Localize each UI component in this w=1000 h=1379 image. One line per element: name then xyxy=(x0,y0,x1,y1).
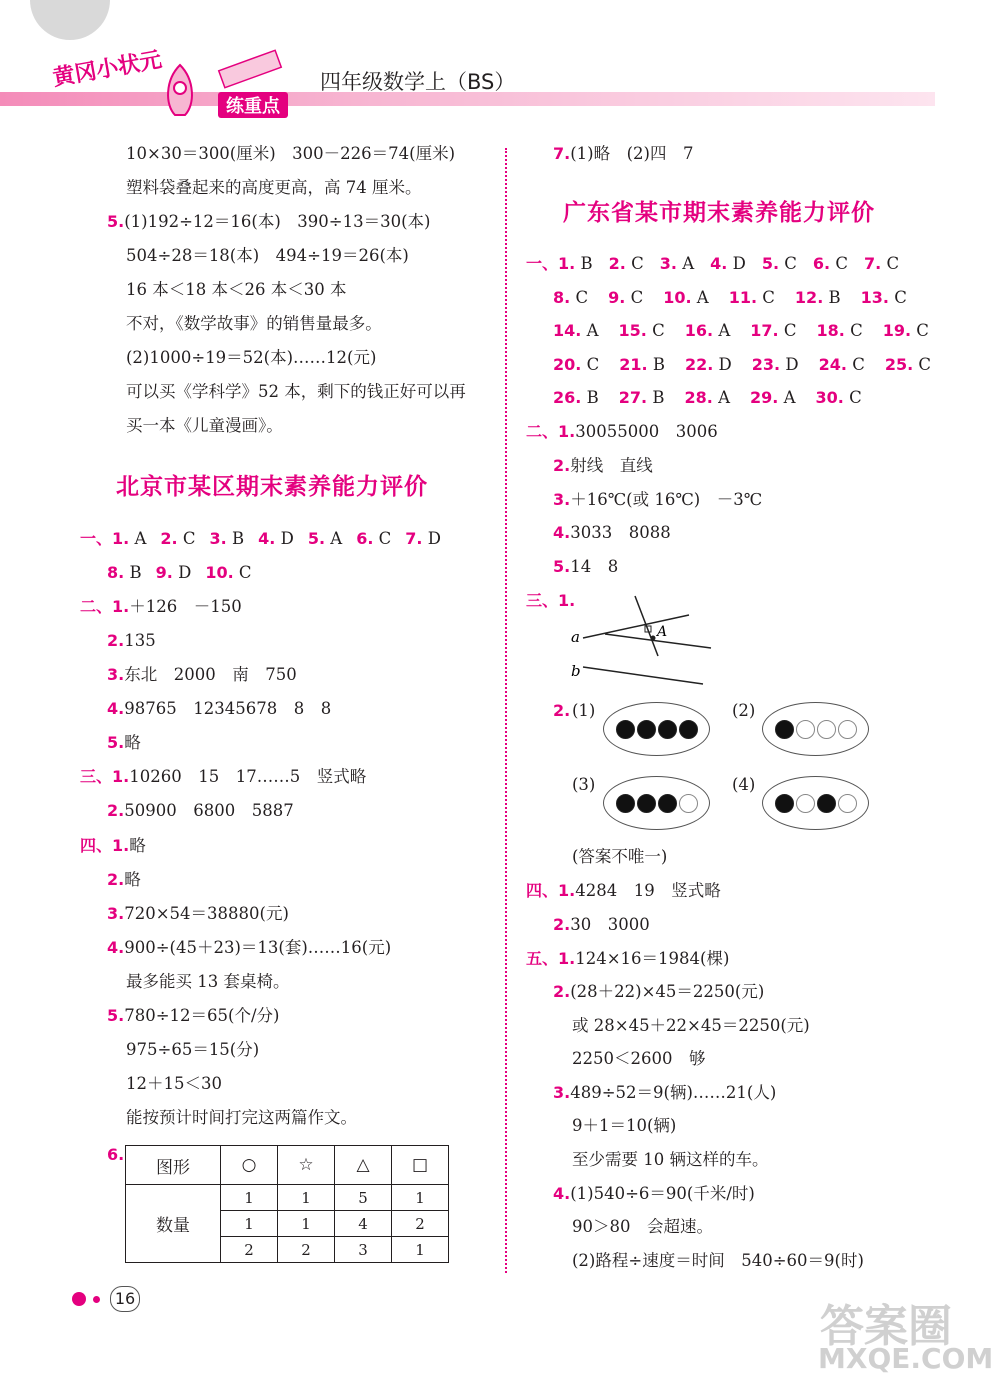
point-a-label: A xyxy=(657,624,668,640)
question-number: 1. xyxy=(112,597,130,616)
question-number xyxy=(107,1144,124,1166)
answer-choice: B xyxy=(580,254,593,273)
answer-line: 不对，《数学故事》的销售量最多。 xyxy=(126,314,382,333)
table-cell: 4 xyxy=(335,1211,392,1237)
answer-text: 4284 19 竖式略 xyxy=(575,881,721,900)
dot-icon xyxy=(72,1292,86,1306)
answer-text: 900÷(45＋23)＝13(套)……16(元) xyxy=(124,938,392,957)
question-number-label: 2. xyxy=(553,701,571,720)
answer-line xyxy=(553,556,618,578)
question-number: 3. xyxy=(107,665,125,684)
answer-text: 135 xyxy=(124,631,156,650)
answer-line: 最多能买 13 套桌椅。 xyxy=(126,972,290,991)
shape-count-table xyxy=(125,1145,449,1263)
choice-row xyxy=(553,320,929,342)
filled-bead-icon xyxy=(616,720,635,739)
answer-choice: C xyxy=(850,321,863,340)
page-header-title: 四年级数学上（BS） xyxy=(320,70,516,94)
answer-choice: B xyxy=(586,388,599,407)
question-number: 2. xyxy=(553,915,571,934)
answer-text: 30 3000 xyxy=(570,915,650,934)
answer-text: (1)540÷6＝90(千米/时) xyxy=(570,1184,755,1203)
answer-line xyxy=(107,732,141,754)
answer-choice: B xyxy=(231,529,245,548)
question-number: 24. xyxy=(818,355,847,374)
question-number: 6. xyxy=(812,254,831,273)
answer-choice: B xyxy=(652,355,665,374)
question-number: 2. xyxy=(553,456,571,475)
question-number: 28. xyxy=(684,388,713,407)
answer-line xyxy=(107,869,141,891)
question-number: 3. xyxy=(553,1083,571,1102)
answer-text: 30055000 3006 xyxy=(575,422,718,441)
empty-bead-icon xyxy=(817,720,836,739)
answer-text: 14 8 xyxy=(570,557,619,576)
question-number: 8. xyxy=(553,288,571,307)
answer-text: 720×54＝38880(元) xyxy=(124,904,289,923)
answer-choice: A xyxy=(682,254,695,273)
choice-row xyxy=(553,387,862,409)
question-number: 1. xyxy=(558,422,576,441)
question-number: 3. xyxy=(209,529,227,548)
question-number: 5. xyxy=(307,529,326,548)
table-header-cell: ☆ xyxy=(278,1146,335,1185)
question-number: 5. xyxy=(107,212,125,231)
answer-choice: C xyxy=(238,563,252,582)
question-number: 1. xyxy=(112,529,130,548)
section-label: 一、 xyxy=(80,529,113,548)
question-number: 16. xyxy=(684,321,714,340)
answer-line xyxy=(107,1005,279,1027)
question-number: 15. xyxy=(618,321,647,340)
answer-line: 9＋1＝10(辆) xyxy=(572,1116,677,1135)
question-number: 7. xyxy=(553,144,571,163)
section-label: 一、 xyxy=(526,254,559,273)
question-number: 11. xyxy=(728,288,758,307)
question-number: 3. xyxy=(553,490,571,509)
answer-line xyxy=(107,698,331,720)
question-number: 22. xyxy=(684,355,714,374)
question-number: 4. xyxy=(107,699,125,718)
answer-choice: A xyxy=(134,529,147,548)
question-number: 1. xyxy=(558,949,576,968)
answer-line xyxy=(553,1183,755,1205)
answer-line: 塑料袋叠起来的高度更高，高 74 厘米。 xyxy=(126,178,422,197)
answer-choice: B xyxy=(828,288,841,307)
answer-line xyxy=(553,489,762,511)
answer-line: 90＞80 会超速。 xyxy=(572,1217,713,1236)
bead-figure-label: (3) xyxy=(572,775,596,794)
answer-line: 能按预计时间打完这两篇作文。 xyxy=(126,1108,357,1127)
answer-choice: B xyxy=(652,388,665,407)
filled-bead-icon xyxy=(637,794,656,813)
table-cell: 2 xyxy=(392,1211,449,1237)
choice-row xyxy=(553,287,907,309)
question-number: 2. xyxy=(107,631,125,650)
bead-figure-label: (1) xyxy=(572,701,596,720)
brand-logo: 黄冈小状元 xyxy=(51,47,164,92)
answer-line xyxy=(107,630,156,652)
question-number: 26. xyxy=(553,388,582,407)
answer-text: (28＋22)×45＝2250(元) xyxy=(570,982,765,1001)
question-number: 17. xyxy=(750,321,779,340)
filled-bead-icon xyxy=(658,720,677,739)
question-number: 4. xyxy=(258,529,276,548)
bead-oval xyxy=(762,702,869,756)
question-number: 5. xyxy=(761,254,780,273)
bead-figure-label: (4) xyxy=(732,775,756,794)
question-number: 2. xyxy=(107,801,125,820)
question-number: 1. xyxy=(112,767,130,786)
answer-line xyxy=(526,421,718,443)
column-divider xyxy=(505,148,507,1273)
question-number: 3. xyxy=(107,904,125,923)
question-number: 6. xyxy=(356,529,374,548)
answer-text: ＋16℃(或 16℃) －3℃ xyxy=(570,490,763,509)
answer-line: 至少需要 10 辆这样的车。 xyxy=(572,1150,769,1169)
choice-row xyxy=(553,354,931,376)
line-a-label: a xyxy=(571,628,580,646)
watermark-url: MXQE.COM xyxy=(818,1342,994,1375)
question-number-label: 6. xyxy=(107,1145,125,1164)
answer-text: 略 xyxy=(129,836,146,855)
parallel-lines-figure xyxy=(565,590,715,690)
question-number: 8. xyxy=(107,563,125,582)
section-label: 二、 xyxy=(526,422,559,441)
answer-line xyxy=(107,800,294,822)
answer-line xyxy=(526,948,729,970)
question-number: 1. xyxy=(558,254,576,273)
answer-choice: C xyxy=(894,288,907,307)
answer-choice: A xyxy=(586,321,599,340)
table-cell: 3 xyxy=(335,1237,392,1263)
bead-oval xyxy=(762,776,869,830)
rocket-icon xyxy=(150,60,210,130)
answer-line xyxy=(107,903,289,925)
answer-line: 或 28×45＋22×45＝2250(元) xyxy=(572,1016,810,1035)
answer-choice: C xyxy=(849,388,862,407)
table-cell: 5 xyxy=(335,1185,392,1211)
section-label: 二、 xyxy=(80,597,113,616)
answer-text: 98765 12345678 8 8 xyxy=(124,699,332,718)
section-label: 三、 xyxy=(80,767,113,786)
question-number: 21. xyxy=(619,355,648,374)
question-number: 7. xyxy=(405,529,423,548)
answer-line xyxy=(80,596,242,618)
question-number: 4. xyxy=(107,938,125,957)
watermark-logo: 答案圈 xyxy=(820,1301,952,1352)
answer-choice: C xyxy=(575,288,589,307)
dot-icon xyxy=(93,1296,100,1303)
answer-text: (1)192÷12＝16(本) 390÷13＝30(本) xyxy=(124,212,431,231)
answer-text: 780÷12＝65(个/分) xyxy=(124,1006,280,1025)
answer-line xyxy=(553,981,764,1003)
empty-bead-icon xyxy=(796,794,815,813)
question-number: 2. xyxy=(107,870,125,889)
question-number: 25. xyxy=(884,355,914,374)
answer-choice: C xyxy=(783,321,797,340)
answer-line: 买一本《儿童漫画》。 xyxy=(126,416,283,435)
answer-line xyxy=(553,914,650,936)
question-number: 9. xyxy=(608,288,626,307)
table-cell: 1 xyxy=(392,1185,449,1211)
question-number: 5. xyxy=(107,1006,125,1025)
empty-bead-icon xyxy=(679,794,698,813)
table-row-header: 数量 xyxy=(126,1185,221,1263)
answer-text: 略 xyxy=(124,870,141,889)
section-label: 四、 xyxy=(526,881,559,900)
answer-choice: D xyxy=(732,254,746,273)
ruler-icon xyxy=(215,45,285,95)
answer-line xyxy=(526,880,721,902)
answer-line: 975÷65＝15(分) xyxy=(126,1040,260,1059)
question-number xyxy=(553,700,570,722)
table-header-cell: 图形 xyxy=(126,1146,221,1185)
section-label: 四、 xyxy=(80,836,113,855)
table-cell: 1 xyxy=(221,1211,278,1237)
answer-choice: D xyxy=(718,355,732,374)
section-label: 五、 xyxy=(526,949,559,968)
filled-bead-icon xyxy=(658,794,677,813)
question-number: 20. xyxy=(553,355,582,374)
answer-choice: C xyxy=(784,254,797,273)
question-number: 2. xyxy=(553,982,571,1001)
answer-choice: C xyxy=(586,355,600,374)
section-label: 三、 xyxy=(526,591,559,610)
question-number: 4. xyxy=(553,523,571,542)
answer-choice: A xyxy=(718,321,731,340)
question-number: 27. xyxy=(618,388,648,407)
section-title: 广东省某市期末素养能力评价 xyxy=(563,199,875,226)
answer-text: 东北 2000 南 750 xyxy=(124,665,297,684)
answer-choice: D xyxy=(427,529,441,548)
answer-choice: A xyxy=(718,388,730,407)
question-number: 1. xyxy=(558,591,576,610)
answer-line: (2)1000÷19＝52(本)……12(元) xyxy=(126,348,377,367)
table-header-cell: ○ xyxy=(221,1146,278,1185)
table-cell: 1 xyxy=(221,1185,278,1211)
answer-choice: C xyxy=(630,288,644,307)
question-number: 19. xyxy=(882,321,912,340)
answer-text: 50900 6800 5887 xyxy=(124,801,294,820)
answer-choice: A xyxy=(696,288,709,307)
filled-bead-icon xyxy=(775,720,794,739)
answer-choice: D xyxy=(280,529,294,548)
bead-oval xyxy=(603,702,710,756)
filled-bead-icon xyxy=(775,794,794,813)
answer-choice: C xyxy=(918,355,932,374)
empty-bead-icon xyxy=(796,720,815,739)
choice-row xyxy=(80,528,441,550)
question-number: 2. xyxy=(608,254,626,273)
answer-choice: A xyxy=(330,529,343,548)
table-cell: 1 xyxy=(278,1185,335,1211)
line-b-label: b xyxy=(571,662,581,680)
question-number: 2. xyxy=(160,529,178,548)
filled-bead-icon xyxy=(616,794,635,813)
answer-choice: C xyxy=(916,321,929,340)
question-number: 13. xyxy=(860,288,889,307)
answer-line: 12＋15＜30 xyxy=(126,1074,222,1093)
answer-choice: D xyxy=(178,563,192,582)
question-number: 1. xyxy=(558,881,576,900)
brand-subtitle: 练重点 xyxy=(218,92,288,118)
answer-choice: C xyxy=(652,321,665,340)
answer-choice: D xyxy=(785,355,799,374)
header-decor-circle xyxy=(30,0,110,40)
answer-line xyxy=(553,455,653,477)
answer-line xyxy=(553,143,693,165)
table-cell: 1 xyxy=(392,1237,449,1263)
answer-choice: B xyxy=(129,563,142,582)
question-number: 9. xyxy=(155,563,173,582)
answer-text: (1)略 (2)四 7 xyxy=(570,144,694,163)
table-row xyxy=(126,1185,449,1211)
choice-row xyxy=(107,562,252,584)
answer-line: 10×30＝300(厘米) 300－226＝74(厘米) xyxy=(126,144,456,163)
answer-line: 可以买《学科学》52 本，剩下的钱正好可以再 xyxy=(126,382,466,401)
question-number: 4. xyxy=(710,254,728,273)
answer-choice: C xyxy=(631,254,644,273)
section-title: 北京市某区期末素养能力评价 xyxy=(116,473,428,500)
answer-text: 略 xyxy=(124,733,141,752)
question-number: 5. xyxy=(107,733,125,752)
answer-line xyxy=(80,835,146,857)
choice-row xyxy=(526,253,899,275)
question-number: 30. xyxy=(815,388,844,407)
answer-line xyxy=(553,522,671,544)
answer-line: 16 本＜18 本＜26 本＜30 本 xyxy=(126,280,347,299)
question-number: 5. xyxy=(553,557,571,576)
answer-text: 10260 15 17……5 竖式略 xyxy=(129,767,367,786)
table-cell: 2 xyxy=(278,1237,335,1263)
answer-line xyxy=(553,1082,776,1104)
answer-note: (答案不唯一) xyxy=(572,847,668,866)
answer-text: ＋126 －150 xyxy=(129,597,242,616)
table-header-cell: □ xyxy=(392,1146,449,1185)
table-cell: 2 xyxy=(221,1237,278,1263)
table-header-cell: △ xyxy=(335,1146,392,1185)
answer-choice: C xyxy=(852,355,865,374)
answer-text: 489÷52＝9(辆)……21(人) xyxy=(570,1083,777,1102)
answer-choice: C xyxy=(762,288,775,307)
answer-text: 射线 直线 xyxy=(570,456,653,475)
bead-figure-label: (2) xyxy=(732,701,756,720)
table-cell: 1 xyxy=(278,1211,335,1237)
answer-choice: C xyxy=(378,529,392,548)
answer-choice: C xyxy=(182,529,196,548)
filled-bead-icon xyxy=(679,720,698,739)
question-number: 7. xyxy=(864,254,882,273)
answer-line: 504÷28＝18(本) 494÷19＝26(本) xyxy=(126,246,409,265)
answer-line: (2)路程÷速度＝时间 540÷60＝9(时) xyxy=(572,1251,864,1270)
question-number: 10. xyxy=(663,288,692,307)
answer-line: 2250＜2600 够 xyxy=(572,1049,706,1068)
filled-bead-icon xyxy=(637,720,656,739)
empty-bead-icon xyxy=(838,720,857,739)
answer-line xyxy=(107,211,430,233)
answer-text: 124×16＝1984(棵) xyxy=(575,949,730,968)
question-number: 4. xyxy=(553,1184,571,1203)
bead-oval xyxy=(603,776,710,830)
answer-choice: C xyxy=(835,254,848,273)
filled-bead-icon xyxy=(817,794,836,813)
question-number: 10. xyxy=(205,563,234,582)
answer-text: 3033 8088 xyxy=(570,523,671,542)
question-number: 1. xyxy=(112,836,130,855)
answer-line xyxy=(107,937,391,959)
question-number: 14. xyxy=(553,321,582,340)
answer-line xyxy=(80,766,366,788)
question-number: 18. xyxy=(816,321,845,340)
empty-bead-icon xyxy=(838,794,857,813)
answer-choice: C xyxy=(886,254,900,273)
page-number: 16 xyxy=(110,1286,140,1312)
answer-line xyxy=(107,664,297,686)
answer-choice: A xyxy=(783,388,796,407)
question-number: 23. xyxy=(751,355,781,374)
question-number: 3. xyxy=(659,254,677,273)
question-number: 12. xyxy=(794,288,824,307)
question-number: 29. xyxy=(749,388,779,407)
